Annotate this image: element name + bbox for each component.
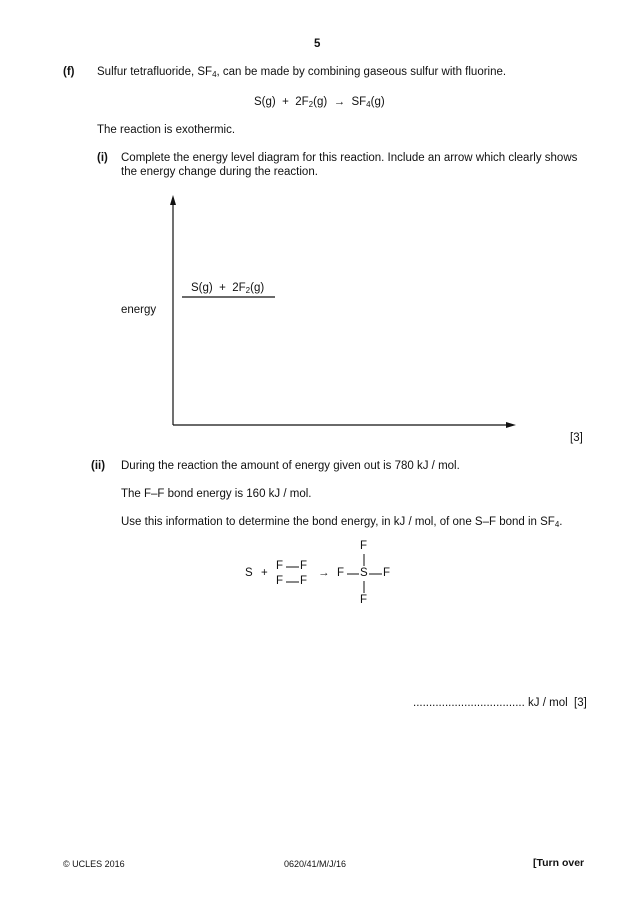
level-f2: 2F <box>232 282 246 294</box>
eq-arrow: → <box>333 96 346 108</box>
struct-plus: + <box>261 567 268 579</box>
part-i-instruction-line1: Complete the energy level diagram for this reaction. Include an arrow which clearly shows <box>121 152 578 164</box>
intro-text-a: Sulfur tetrafluoride, SF <box>97 66 213 78</box>
line3-subscript: 4 <box>554 520 560 529</box>
line3-text-b: . <box>559 516 563 528</box>
level-plus: + <box>219 282 226 294</box>
intro-text-b: , can be made by combining gaseous sulfur with fluorine. <box>216 66 507 78</box>
part-f-label: (f) <box>63 66 75 78</box>
exothermic-statement: The reaction is exothermic. <box>97 124 236 136</box>
eq-reactant-s: S(g) <box>254 96 276 108</box>
footer-copyright: © UCLES 2016 <box>63 859 125 869</box>
level-f2-sub: 2 <box>245 286 251 295</box>
eq-product-state: (g) <box>370 96 385 108</box>
page-number: 5 <box>314 38 321 50</box>
sf4-central-s: S <box>360 567 368 579</box>
level-s: S(g) <box>191 282 213 294</box>
energy-axis-label: energy <box>121 304 157 316</box>
line3-text-a: Use this information to determine the bond energy, in kJ / mol, of one S–F bond in SF <box>121 516 555 528</box>
answer-unit: kJ / mol <box>528 697 568 709</box>
f2-top-left-f: F <box>276 560 284 572</box>
sf4-bottom-f: F <box>360 594 368 606</box>
eq-f2-sub: 2 <box>308 100 314 109</box>
struct-arrow: → <box>318 567 330 579</box>
eq-product-sub: 4 <box>366 100 371 109</box>
footer-turn-over: [Turn over <box>533 857 585 869</box>
intro-subscript: 4 <box>212 70 217 79</box>
eq-reactant-f2: 2F <box>295 96 309 108</box>
sf4-top-f: F <box>360 540 368 552</box>
f2-top-right-f: F <box>300 560 308 572</box>
sf4-right-f: F <box>383 567 391 579</box>
footer-code: 0620/41/M/J/16 <box>284 859 347 869</box>
eq-plus: + <box>282 96 289 108</box>
part-i-marks: [3] <box>570 432 583 444</box>
f2-bottom-left-f: F <box>276 575 284 587</box>
level-f2-state: (g) <box>250 282 265 294</box>
f2-bottom-right-f: F <box>300 575 308 587</box>
part-ii-label: (ii) <box>91 460 106 472</box>
eq-product: SF <box>351 96 367 108</box>
part-ii-line2: The F–F bond energy is 160 kJ / mol. <box>121 488 312 500</box>
answer-line <box>413 697 587 709</box>
eq-f2-state: (g) <box>313 96 328 108</box>
answer-dots: ................................... <box>413 697 525 709</box>
part-i-label: (i) <box>97 152 108 164</box>
part-ii-line1: During the reaction the amount of energy given out is 780 kJ / mol. <box>121 460 460 472</box>
struct-s-atom: S <box>245 567 253 579</box>
sf4-left-f: F <box>337 567 345 579</box>
part-i-instruction-line2: the energy change during the reaction. <box>121 166 318 178</box>
part-ii-marks: [3] <box>574 697 587 709</box>
